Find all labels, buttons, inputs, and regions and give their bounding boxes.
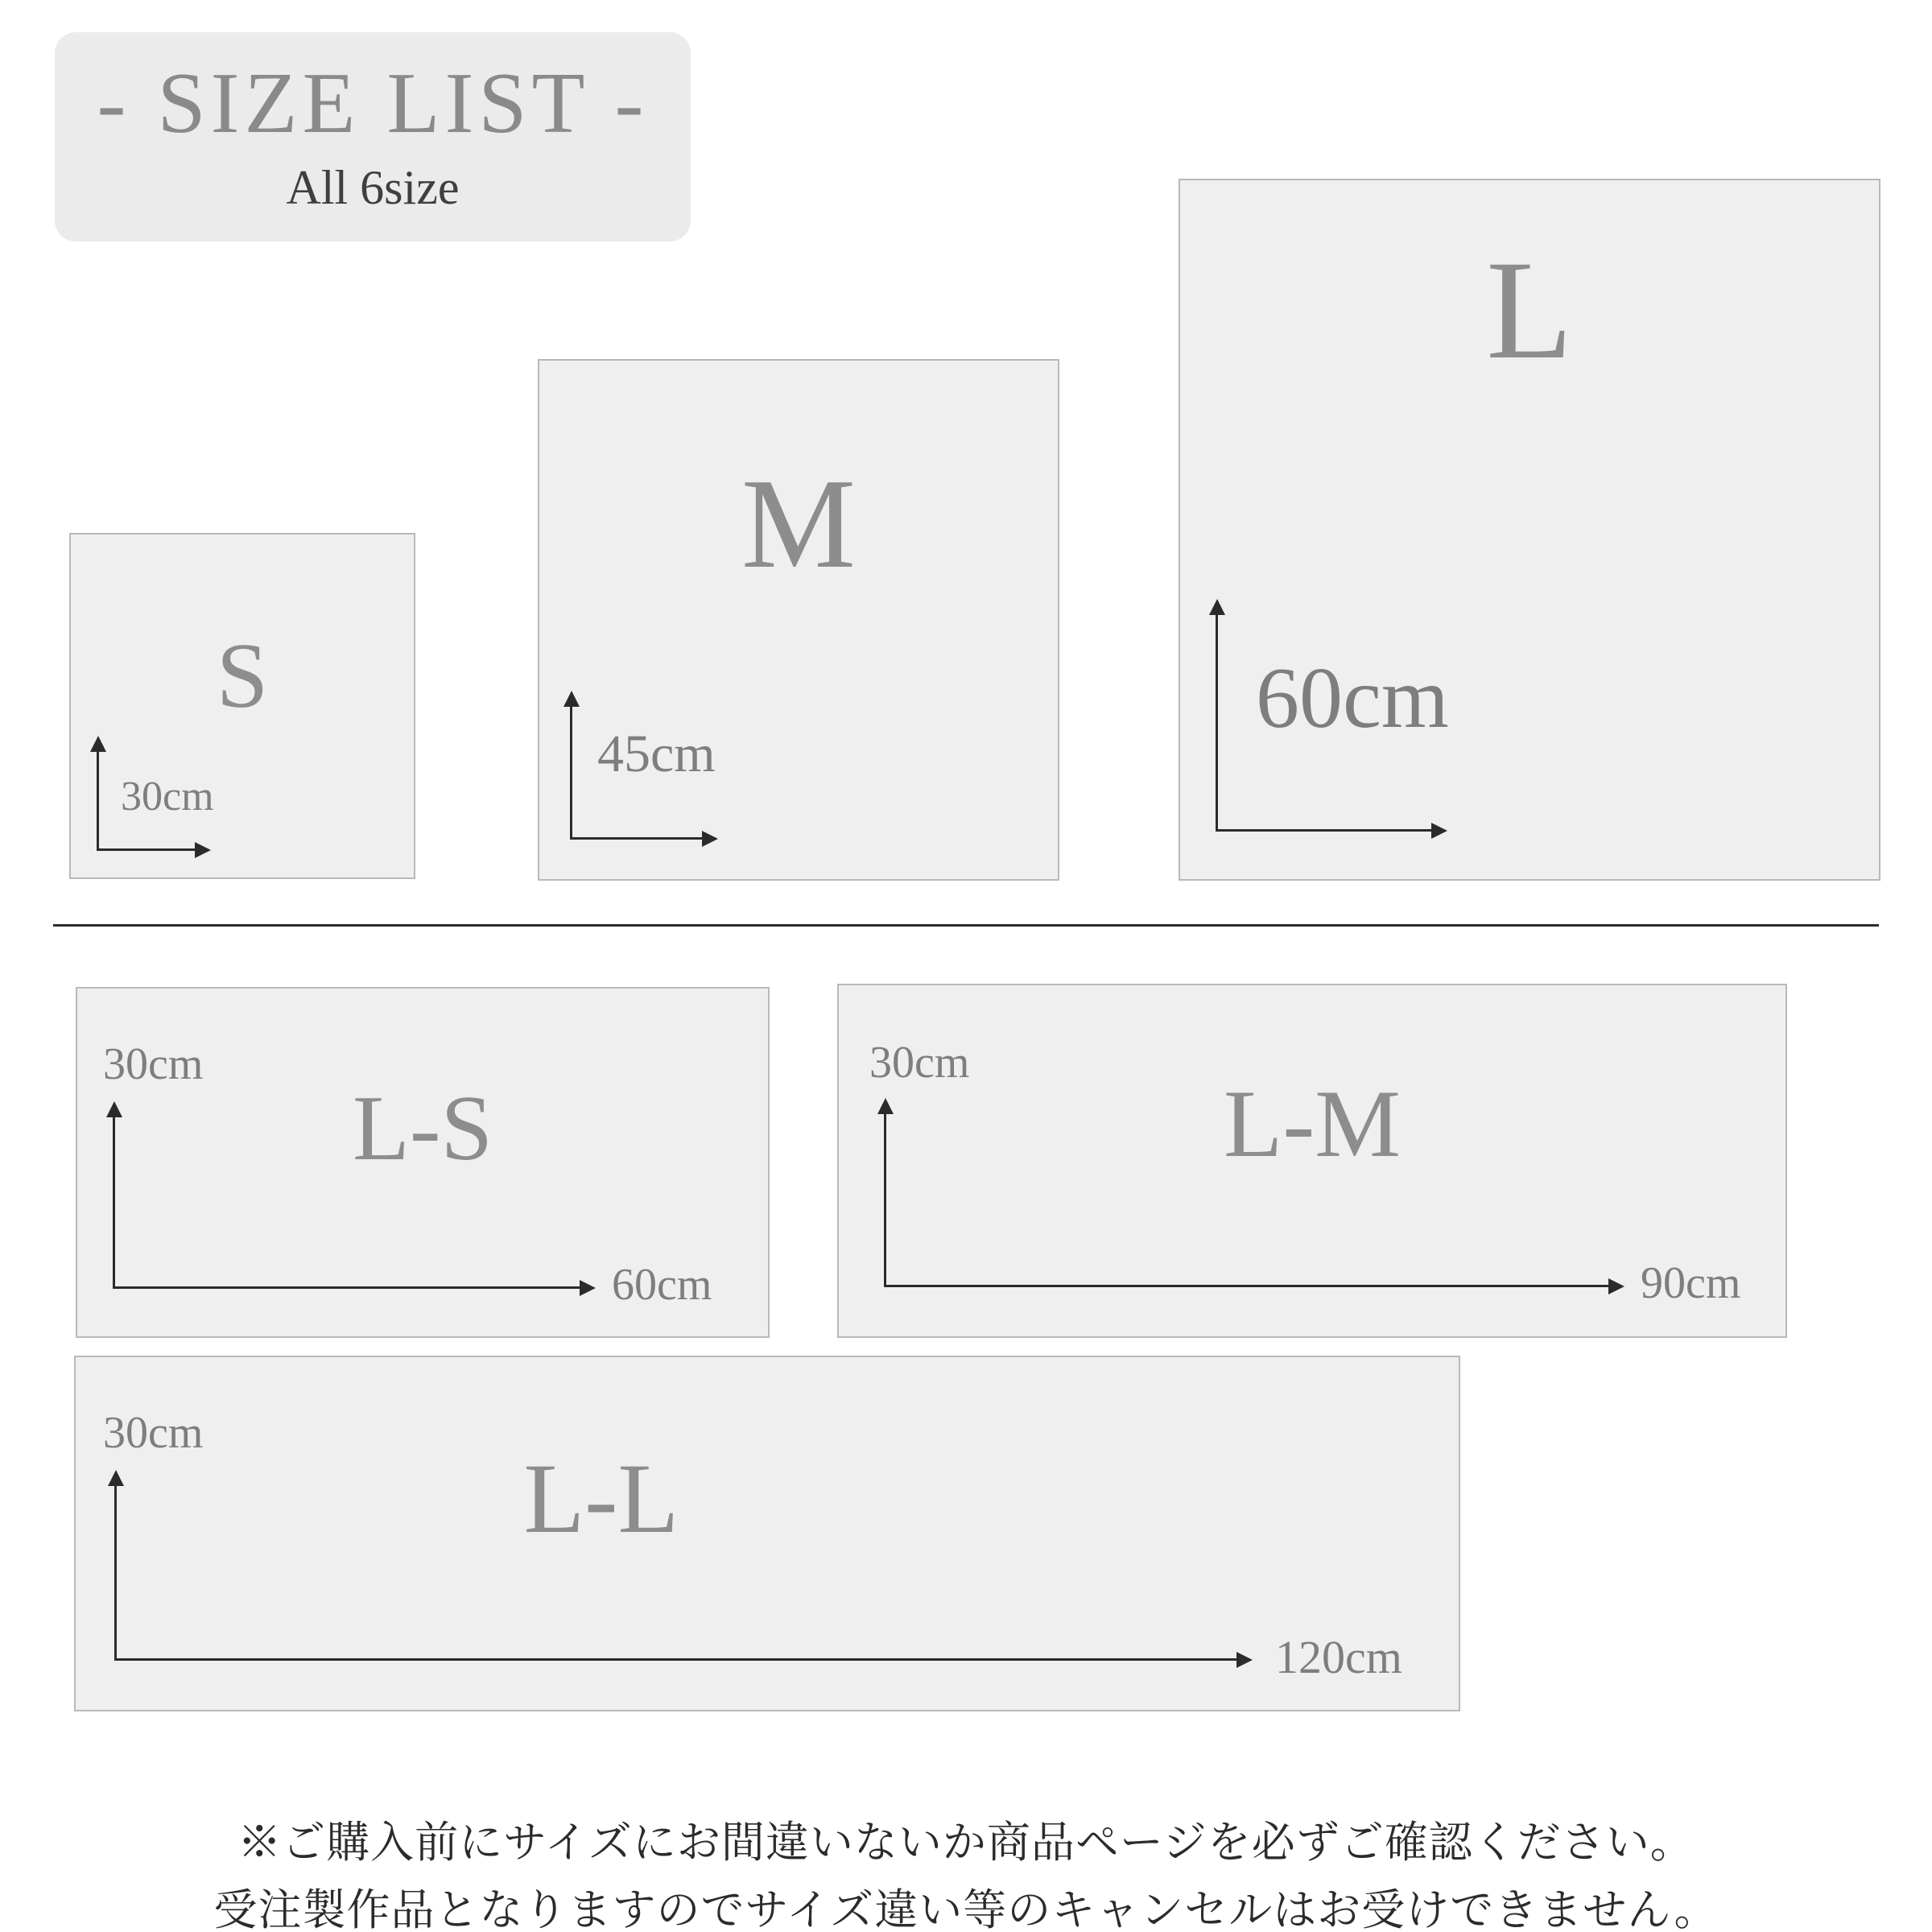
size-box-l-label: L <box>1486 232 1573 389</box>
l-l-dimension-vertical: 30cm <box>103 1408 204 1458</box>
size-box-l-m <box>837 984 1787 1338</box>
size-box-l-s <box>76 987 770 1338</box>
size-box-s <box>69 533 415 879</box>
size-box-m <box>538 359 1059 881</box>
page-title: - SIZE LIST - <box>97 55 649 151</box>
l-s-horizontal-arrow-head-icon <box>580 1280 596 1296</box>
m-vertical-arrow-head-icon <box>564 691 580 707</box>
size-box-l-l-label: L-L <box>523 1443 679 1554</box>
m-horizontal-arrow-head-icon <box>702 831 718 847</box>
size-box-l-m-label: L-M <box>1224 1070 1401 1177</box>
page-subtitle: All 6size <box>286 161 460 215</box>
l-m-horizontal-arrow-head-icon <box>1608 1278 1624 1294</box>
l-s-vertical-arrow-line <box>113 1116 115 1288</box>
s-vertical-arrow-line <box>97 750 99 850</box>
l-s-horizontal-arrow-line <box>113 1286 581 1289</box>
size-box-l-l <box>74 1356 1460 1711</box>
l-dimension-vertical: 60cm <box>1256 650 1449 746</box>
l-m-vertical-arrow-line <box>884 1113 886 1286</box>
section-divider <box>53 924 1879 927</box>
s-dimension-vertical: 30cm <box>121 774 214 819</box>
l-s-dimension-horizontal: 60cm <box>612 1260 712 1310</box>
size-list-badge <box>55 32 691 242</box>
l-l-vertical-arrow-line <box>114 1484 117 1660</box>
l-m-dimension-vertical: 30cm <box>869 1038 970 1088</box>
l-vertical-arrow-head-icon <box>1209 599 1225 615</box>
l-horizontal-arrow-head-icon <box>1431 823 1447 839</box>
s-horizontal-arrow-head-icon <box>195 842 211 858</box>
m-dimension-vertical: 45cm <box>597 724 716 783</box>
footer-note-2: 受注製作品となりますのでサイズ違い等のキャンセルはお受けできません。 <box>213 1885 1719 1932</box>
l-m-dimension-horizontal: 90cm <box>1641 1258 1741 1308</box>
m-vertical-arrow-line <box>570 705 572 839</box>
l-vertical-arrow-line <box>1216 613 1218 831</box>
size-box-l <box>1179 179 1880 881</box>
l-m-horizontal-arrow-line <box>884 1285 1610 1287</box>
l-l-dimension-horizontal: 120cm <box>1275 1631 1402 1683</box>
m-horizontal-arrow-line <box>570 837 704 840</box>
footer-notes <box>0 1810 1932 1932</box>
l-m-vertical-arrow-head-icon <box>877 1098 894 1114</box>
s-horizontal-arrow-line <box>97 848 196 851</box>
l-l-horizontal-arrow-line <box>114 1658 1238 1661</box>
l-horizontal-arrow-line <box>1216 829 1433 832</box>
l-s-vertical-arrow-head-icon <box>106 1101 122 1117</box>
size-box-m-label: M <box>741 452 857 595</box>
s-vertical-arrow-head-icon <box>90 736 106 752</box>
l-l-horizontal-arrow-head-icon <box>1236 1652 1253 1668</box>
footer-note-1: ※ご購入前にサイズにお間違いないか商品ページを必ずご確認ください。 <box>237 1818 1695 1867</box>
size-box-l-s-label: L-S <box>353 1077 493 1180</box>
size-box-s-label: S <box>216 625 269 728</box>
l-s-dimension-vertical: 30cm <box>103 1039 204 1089</box>
l-l-vertical-arrow-head-icon <box>108 1470 124 1486</box>
